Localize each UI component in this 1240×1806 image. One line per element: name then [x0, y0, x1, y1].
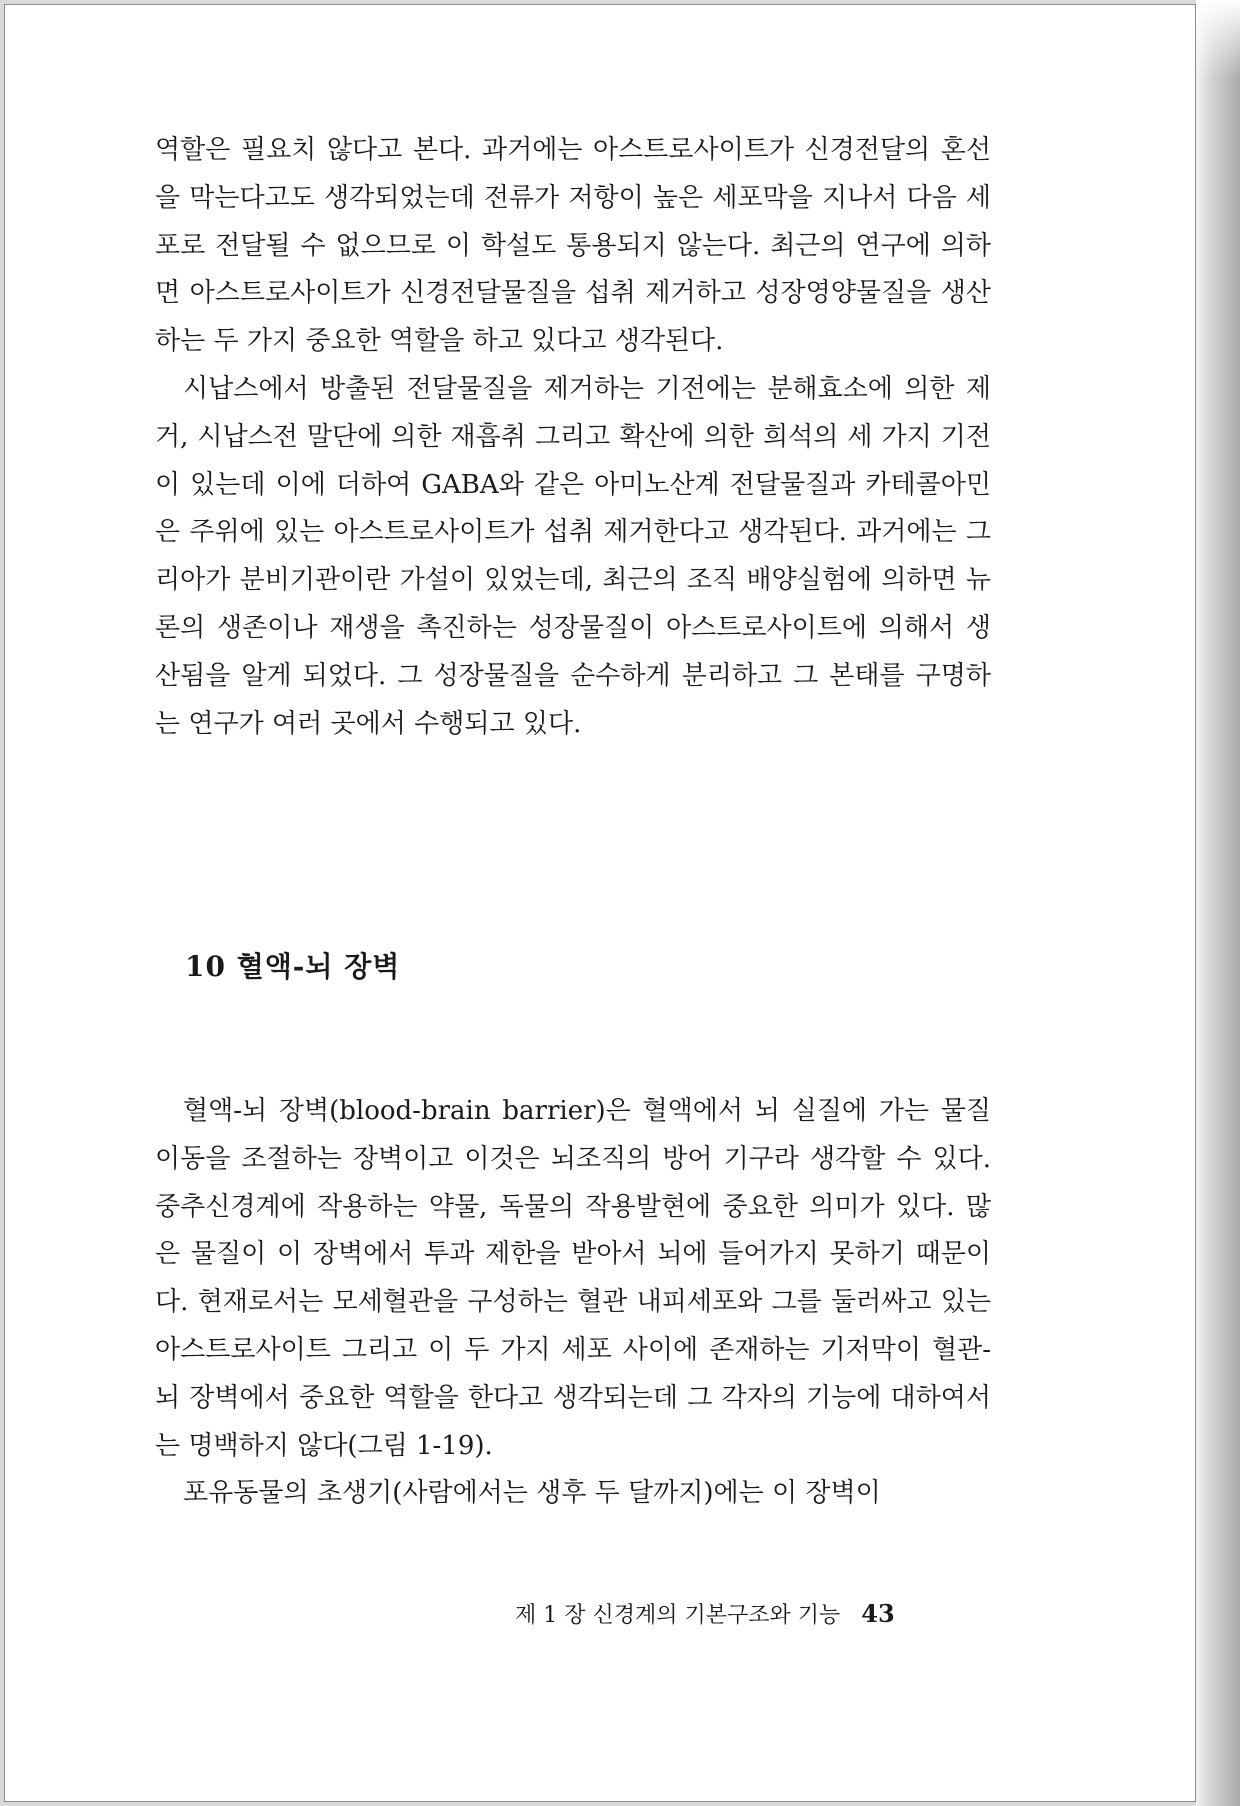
book-page	[4, 4, 1196, 1802]
paragraph: 시납스에서 방출된 전달물질을 제거하는 기전에는 분해효소에 의한 제거, 시납스전 말단에 의한 재흡취 그리고 확산에 의한 희석의 세 가지 기전이 있는데 이에 더하여 GABA와 같은 아미노산계 전달물질과 카테콜아민은 주위에 있는 아스트로사이트가 섭취 제거한다고 생각된다. 과거에는 그리아가 분비기관이란 가설이 있었는데, 최근의 조직 배양실험에 의하면 뉴론의 생존이나 재생을 촉진하는 성장물질이 아스트로사이트에 의해서 생산됨을 알게 되었다. 그 성장물질을 순수하게 분리하고 그 본태를 구명하는 연구가 여러 곳에서 수행되고 있다.	[155, 373, 991, 739]
section-heading: 10 혈액-뇌 장벽	[185, 950, 401, 983]
paragraph: 역할은 필요치 않다고 본다. 과거에는 아스트로사이트가 신경전달의 혼선을 막는다고도 생각되었는데 전류가 저항이 높은 세포막을 지나서 다음 세포로 전달될 수 없으므로 이 학설도 통용되지 않는다. 최근의 연구에 의하면 아스트로사이트가 신경전달물질을 섭취 제거하고 성장영양물질을 생산하는 두 가지 중요한 역할을 하고 있다고 생각된다.	[155, 135, 991, 357]
page-footer	[515, 1598, 895, 1629]
book-page-edge-highlight	[1196, 0, 1240, 80]
paragraph: 포유동물의 초생기(사람에서는 생후 두 달까지)에는 이 장벽이	[183, 1478, 881, 1509]
text-block-bottom	[155, 1088, 991, 1518]
page-number: 43	[861, 1599, 895, 1628]
book-page-edge	[1196, 0, 1240, 1806]
text-block-top	[155, 127, 991, 748]
paragraph: 혈액-뇌 장벽(blood-brain barrier)은 혈액에서 뇌 실질에 가는 물질이동을 조절하는 장벽이고 이것은 뇌조직의 방어 기구라 생각할 수 있다. 중추신경계에 작용하는 약물, 독물의 작용발현에 중요한 의미가 있다. 많은 물질이 이 장벽에서 투과 제한을 받아서 뇌에 들어가지 못하기 때문이다. 현재로서는 모세혈관을 구성하는 혈관 내피세포와 그를 둘러싸고 있는 아스트로사이트 그리고 이 두 가지 세포 사이에 존재하는 기저막이 혈관-뇌 장벽에서 중요한 역할을 한다고 생각되는데 그 각자의 기능에 대하여서는 명백하지 않다(그림 1-19).	[155, 1096, 991, 1461]
running-footer-chapter: 제 1 장 신경계의 기본구조와 기능	[515, 1603, 841, 1628]
